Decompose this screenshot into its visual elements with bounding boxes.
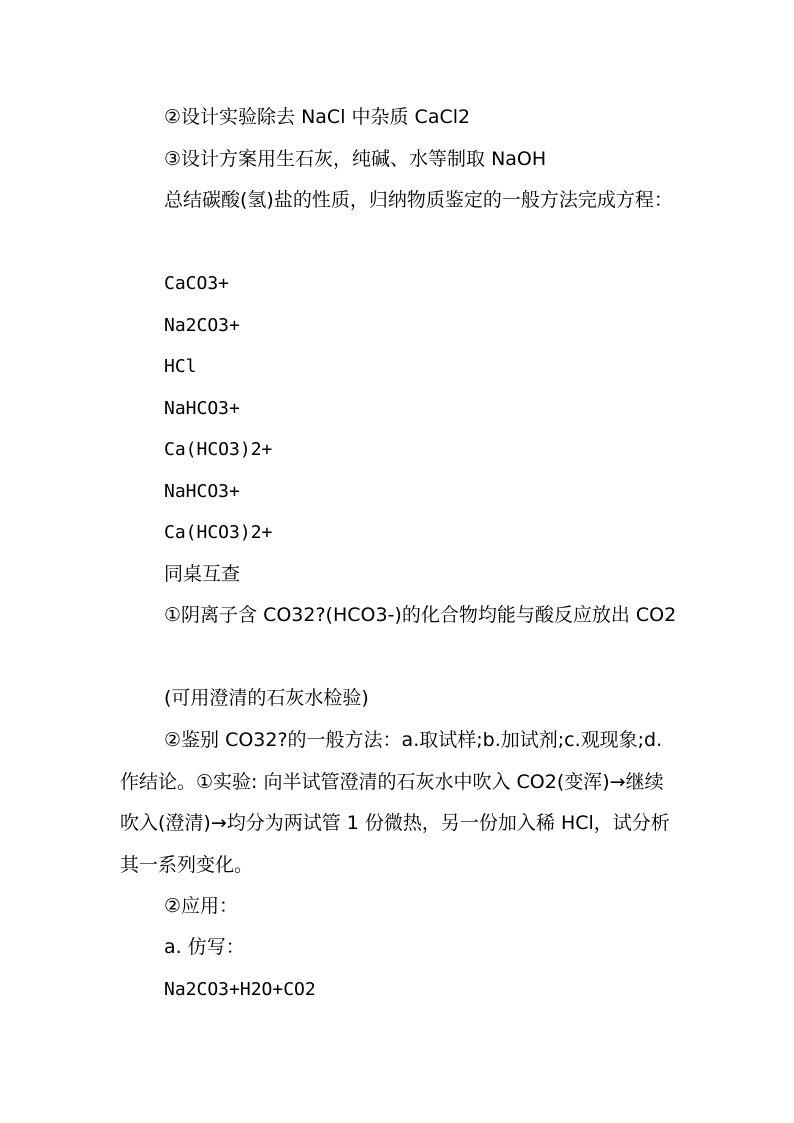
paragraph-application: ②应用： bbox=[164, 895, 239, 917]
equation-na2co3-h2o-co2: Na2CO3+H2O+CO2 bbox=[164, 979, 316, 1000]
paragraph-peer-check: 同桌互查 bbox=[164, 563, 241, 585]
equation-cahco3-1: Ca(HCO3)2+ bbox=[164, 439, 273, 460]
equation-cahco3-2: Ca(HCO3)2+ bbox=[164, 522, 273, 543]
equation-caco3: CaCO3+ bbox=[164, 273, 230, 294]
equation-nahco3-2: NaHCO3+ bbox=[164, 481, 240, 502]
equation-hcl: HCl bbox=[164, 356, 197, 377]
paragraph-summary-carbonates: 总结碳酸(氢)盐的性质，归纳物质鉴定的一般方法完成方程： bbox=[164, 189, 673, 211]
paragraph-imitate: a. 仿写： bbox=[164, 936, 245, 958]
paragraph-prepare-naoh: ③设计方案用生石灰，纯碱、水等制取 NaOH bbox=[164, 148, 547, 170]
equation-na2co3: Na2CO3+ bbox=[164, 315, 240, 336]
paragraph-anion-rule: ①阴离子含 CO32?(HCO3-)的化合物均能与酸反应放出 CO2 bbox=[164, 604, 677, 626]
equation-nahco3-1: NaHCO3+ bbox=[164, 398, 240, 419]
paragraph-identification-method: ②鉴别 CO32?的一般方法：a.取试样;b.加试剂;c.观现象;d.作结论。①实验: 向半试管澄清的石灰水中吹入 CO2(变浑)→继续吹入(澄清)→均分为两试管 1 份微热，另一份加入稀 HCl，试分析其一系列变化。 bbox=[120, 729, 670, 876]
paragraph-remove-impurity: ②设计实验除去 NaCl 中杂质 CaCl2 bbox=[164, 106, 471, 128]
paragraph-limewater-test: (可用澄清的石灰水检验) bbox=[164, 687, 369, 709]
